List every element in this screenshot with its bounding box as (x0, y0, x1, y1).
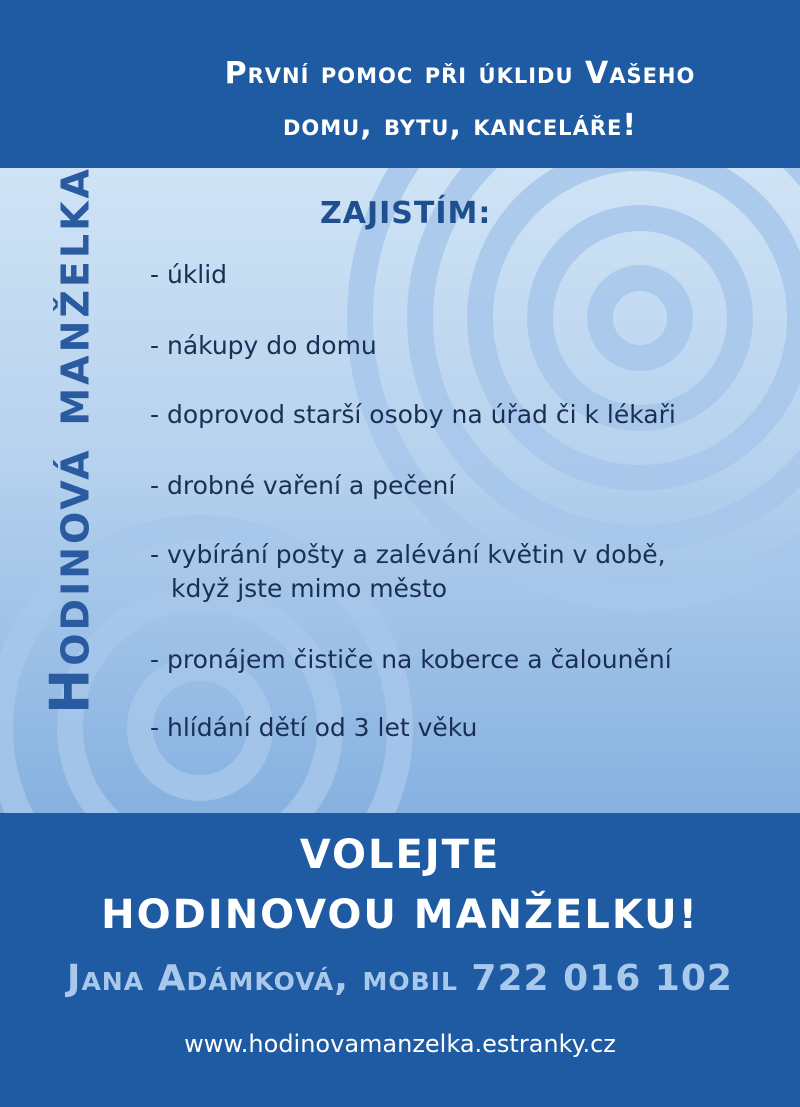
list-item: - doprovod starší osoby na úřad či k lékaři (150, 400, 676, 429)
list-item: - nákupy do domu (150, 331, 377, 360)
contact-info: Jana Adámková, mobil 722 016 102 (67, 958, 733, 999)
list-item: - hlídání dětí od 3 let věku (150, 713, 478, 742)
headline-line-1: První pomoc při úklidu Vašeho (224, 56, 696, 91)
ring (600, 278, 680, 358)
list-item: - pronájem čističe na koberce a čalounění (150, 645, 672, 674)
cta-line-2: HODINOVOU MANŽELKU! (101, 892, 699, 938)
list-item: - úklid (150, 260, 228, 289)
website-link[interactable]: www.hodinovamanzelka.estranky.cz (184, 1030, 616, 1058)
list-item: - drobné vaření a pečení (150, 471, 456, 500)
headline-line-2: domu, bytu, kanceláře! (282, 108, 638, 143)
list-item: - vybírání pošty a zalévání květin v době, když jste mimo město (150, 538, 666, 606)
list-item-continuation: když jste mimo město (171, 574, 448, 603)
headline (120, 48, 800, 152)
services-title: ZAJISTÍM: (320, 196, 492, 231)
cta-line-1: VOLEJTE (299, 832, 501, 878)
ring (540, 218, 740, 418)
vertical-brand-title: Hodinová manželka (38, 166, 102, 714)
